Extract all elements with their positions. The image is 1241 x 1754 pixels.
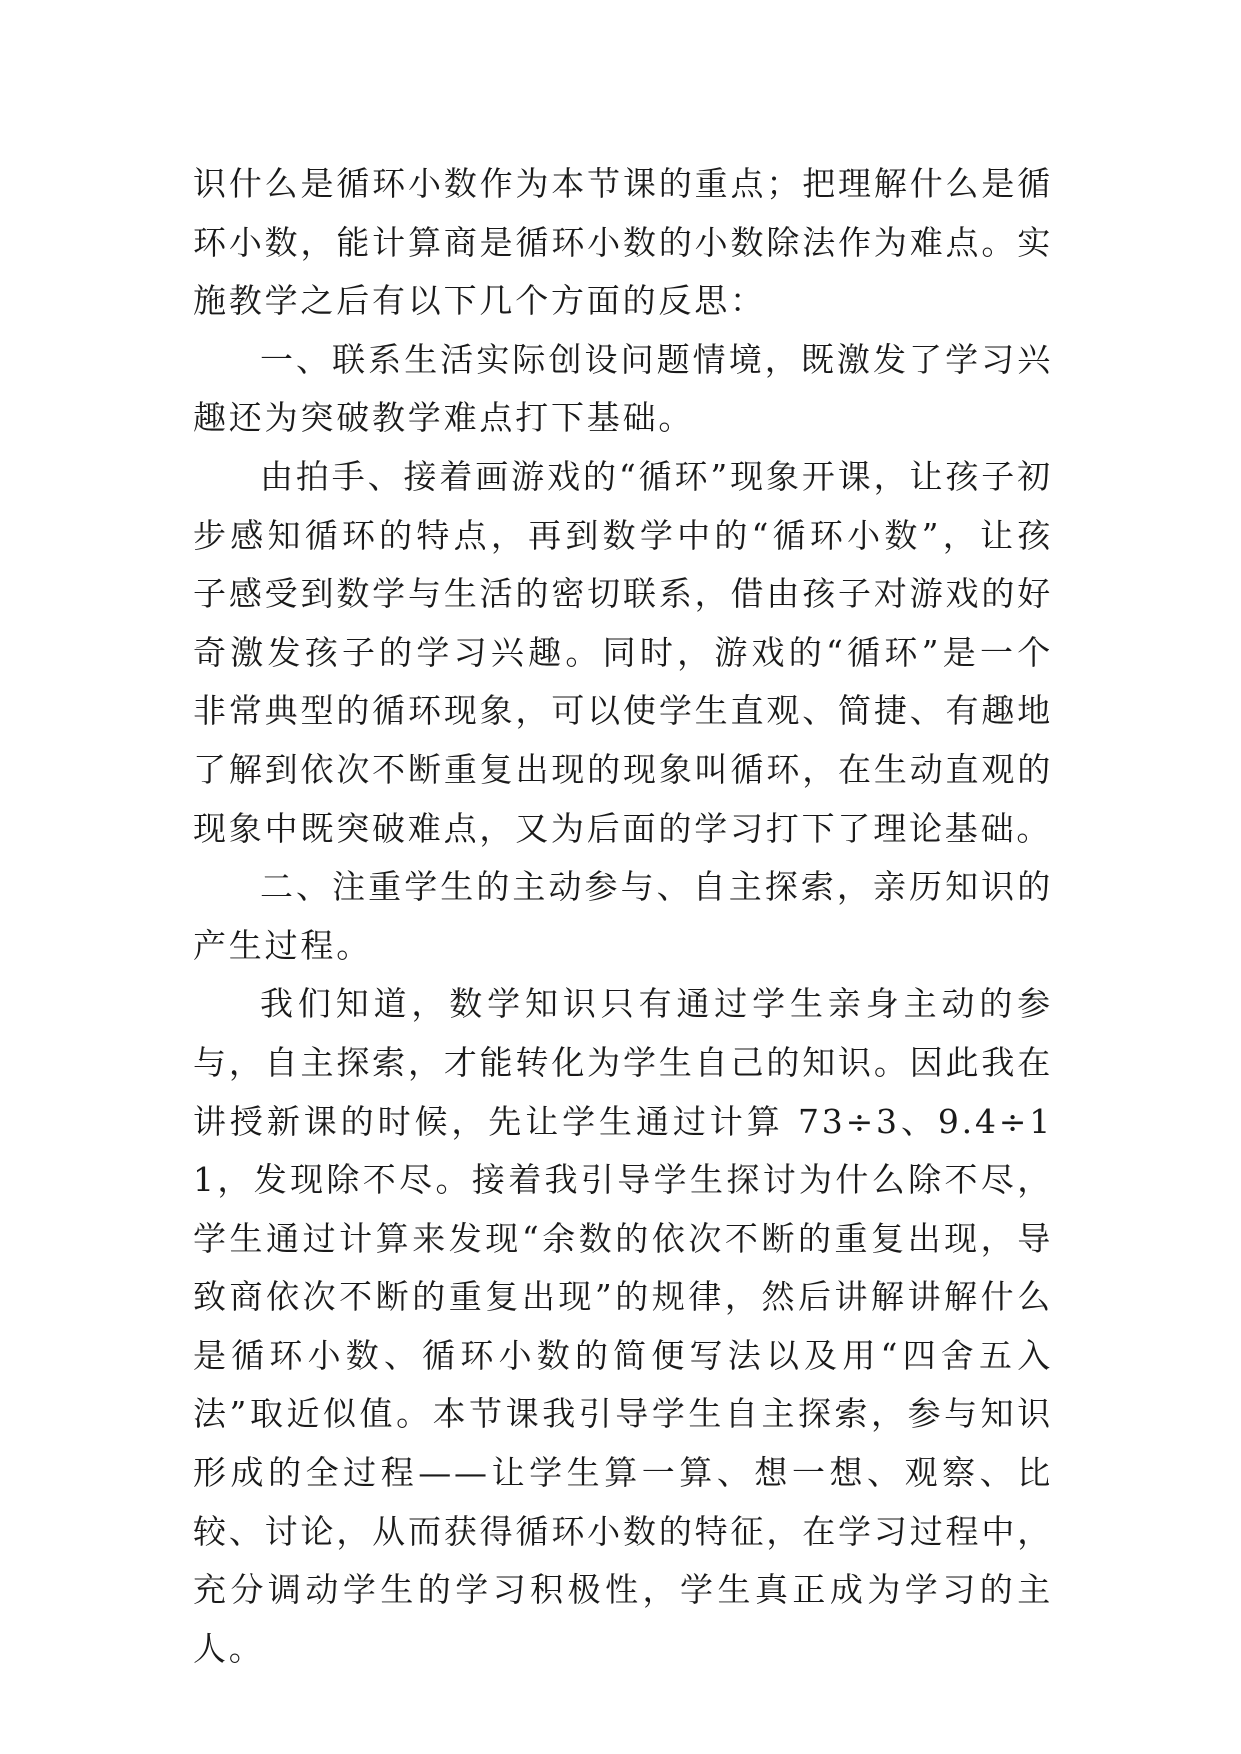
document-body — [193, 155, 1053, 1678]
paragraph-intro: 识什么是循环小数作为本节课的重点；把理解什么是循环小数，能计算商是循环小数的小数除法作为难点。实施教学之后有以下几个方面的反思： — [193, 164, 1053, 321]
paragraph-point-two-heading: 二、注重学生的主动参与、自主探索，亲历知识的产生过程。 — [193, 867, 1053, 965]
paragraph-point-one-heading: 一、联系生活实际创设问题情境，既激发了学习兴趣还为突破教学难点打下基础。 — [193, 339, 1053, 438]
paragraph-point-two-body: 我们知道，数学知识只有通过学生亲身主动的参与，自主探索，才能转化为学生自己的知识。因此我在讲授新课的时候，先让学生通过计算 73÷3、9.4÷11，发现除不尽。接着我引导学生探讨为什么除不尽，学生通过计算来发现“余数的依次不断的重复出现，导致商依次不断的重复出现”的规律，然后讲解讲解什么是循环小数、循环小数的简便写法以及用“四舍五入法”取近似值。本节课我引导学生自主探索，参与知识形成的全过程——让学生算一算、想一想、观察、比较、讨论，从而获得循环小数的特征，在学习过程中，充分调动学生的学习积极性，学生真正成为学习的主人。 — [193, 984, 1053, 1668]
paragraph-point-one-body: 由拍手、接着画游戏的“循环”现象开课，让孩子初步感知循环的特点，再到数学中的“循环小数”，让孩子感受到数学与生活的密切联系，借由孩子对游戏的好奇激发孩子的学习兴趣。同时，游戏的“循环”是一个非常典型的循环现象，可以使学生直观、简捷、有趣地了解到依次不断重复出现的现象叫循环，在生动直观的现象中既突破难点，又为后面的学习打下了理论基础。 — [193, 456, 1053, 848]
